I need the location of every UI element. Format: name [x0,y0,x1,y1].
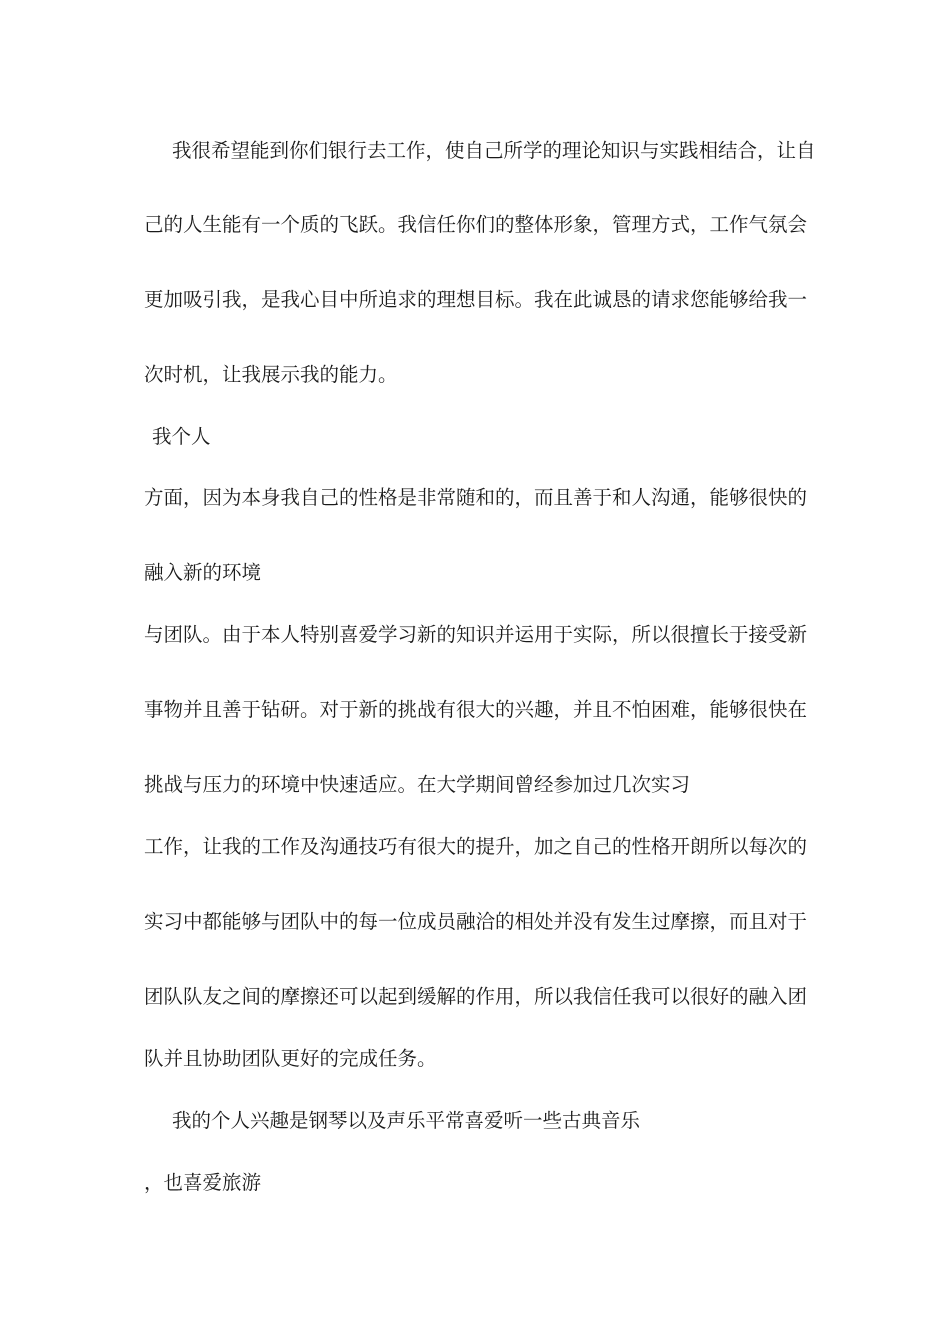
text-line: 工作，让我的工作及沟通技巧有很大的提升，加之自己的性格开朗所以每次的 [144,835,808,858]
text-line: 挑战与压力的环境中快速适应。在大学期间曾经参加过几次实习 [144,773,691,796]
text-line: 我的个人兴趣是钢琴以及声乐平常喜爱听一些古典音乐 [172,1109,641,1132]
text-line: 融入新的环境 [144,561,262,584]
text-line: 实习中都能够与团队中的每一位成员融洽的相处并没有发生过摩擦，而且对于 [144,910,808,933]
text-line: 我很希望能到你们银行去工作，使自己所学的理论知识与实践相结合，让自 [172,139,816,162]
text-line: 己的人生能有一个质的飞跃。我信任你们的整体形象，管理方式，工作气氛会 [144,213,808,236]
text-line: 队并且协助团队更好的完成任务。 [144,1047,437,1070]
text-line: 次时机，让我展示我的能力。 [144,363,398,386]
text-line: ，也喜爱旅游 [144,1171,262,1194]
text-line: 方面，因为本身我自己的性格是非常随和的，而且善于和人沟通，能够很快的 [144,486,808,509]
text-line: 更加吸引我，是我心目中所追求的理想目标。我在此诚恳的请求您能够给我一 [144,288,808,311]
text-line: 与团队。由于本人特别喜爱学习新的知识并运用于实际，所以很擅长于接受新 [144,623,808,646]
text-line: 我个人 [152,425,211,448]
text-line: 事物并且善于钻研。对于新的挑战有很大的兴趣，并且不怕困难，能够很快在 [144,698,808,721]
text-line: 团队队友之间的摩擦还可以起到缓解的作用，所以我信任我可以很好的融入团 [144,985,808,1008]
